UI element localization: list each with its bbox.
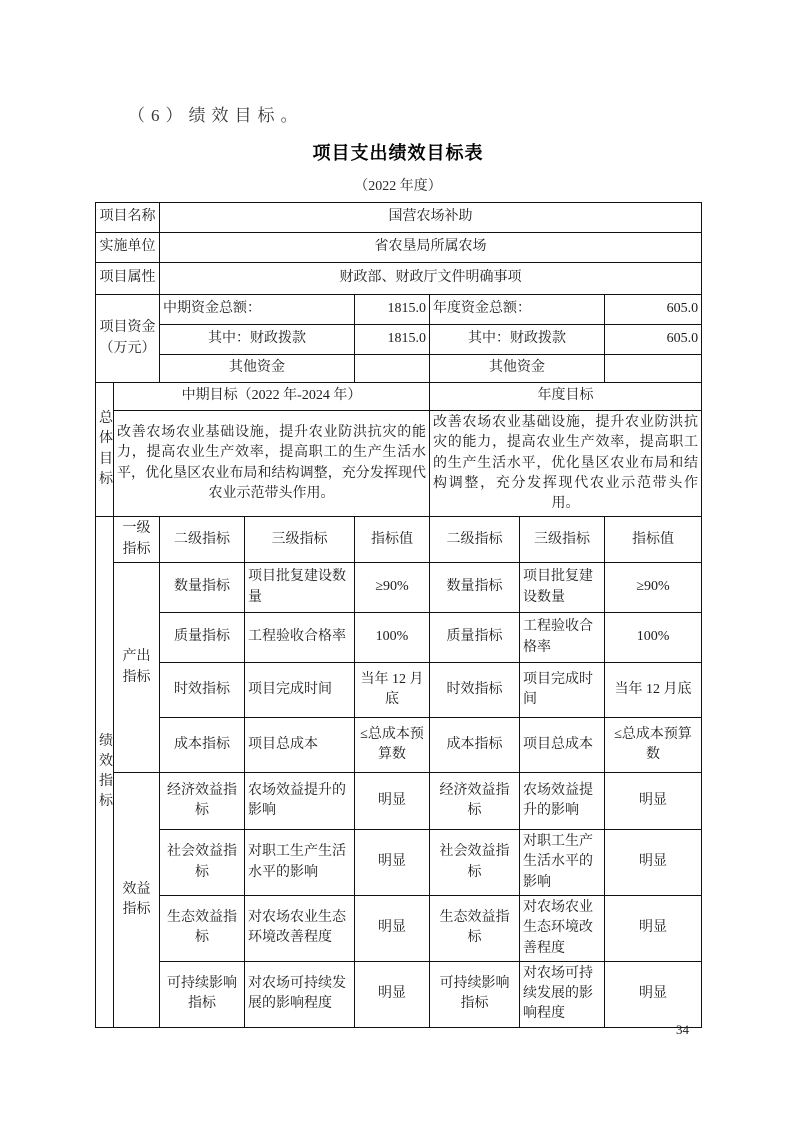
indicator-r2: 可持续影响指标 — [430, 961, 520, 1027]
indicator-r2: 社会效益指标 — [430, 830, 520, 896]
table-row — [96, 263, 702, 295]
mid-fiscal-value: 1815.0 — [355, 325, 430, 355]
indicator-l3: 工程验收合格率 — [245, 613, 355, 663]
page-number: 34 — [676, 1022, 689, 1037]
year-total-value: 605.0 — [605, 295, 702, 325]
indicator-l2: 成本指标 — [160, 718, 245, 773]
implement-unit-value: 省农垦局所属农场 — [160, 233, 702, 263]
mid-fiscal-label: 其中：财政拨款 — [160, 325, 355, 355]
indicator-rvalue: 明显 — [605, 895, 702, 961]
indicator-l2: 时效指标 — [160, 663, 245, 718]
funding-label: 项目资金（万元） — [96, 295, 160, 383]
indicator-r3: 对职工生产生活水平的影响 — [520, 830, 605, 896]
indicator-r2: 成本指标 — [430, 718, 520, 773]
indicator-r2: 数量指标 — [430, 563, 520, 613]
output-group-label: 产出指标 — [114, 563, 160, 773]
indicator-l2: 可持续影响指标 — [160, 961, 245, 1027]
indicator-l3: 对农场农业生态环境改善程度 — [245, 895, 355, 961]
indicator-r3: 工程验收合格率 — [520, 613, 605, 663]
indicator-l3: 项目总成本 — [245, 718, 355, 773]
indicator-value: 100% — [355, 613, 430, 663]
table-row — [96, 411, 702, 517]
indicator-l2: 生态效益指标 — [160, 895, 245, 961]
overall-goal-label: 总体目标 — [96, 383, 114, 517]
indicator-l2: 社会效益指标 — [160, 830, 245, 896]
table-row — [96, 203, 702, 233]
benefit-group-label: 效益指标 — [114, 773, 160, 1028]
mid-other-value — [355, 355, 430, 383]
indicator-value: 明显 — [355, 961, 430, 1027]
indicator-l3: 项目完成时间 — [245, 663, 355, 718]
indicator-rvalue: ≥90% — [605, 563, 702, 613]
indicator-r2: 时效指标 — [430, 663, 520, 718]
indicator-value: 明显 — [355, 895, 430, 961]
level2-header-year: 二级指标 — [430, 517, 520, 563]
project-name-label: 项目名称 — [96, 203, 160, 233]
indicator-r3: 项目批复建设数量 — [520, 563, 605, 613]
mid-total-label: 中期资金总额： — [160, 295, 355, 325]
project-attribute-label: 项目属性 — [96, 263, 160, 295]
indicator-value: 明显 — [355, 773, 430, 830]
project-name-value: 国营农场补助 — [160, 203, 702, 233]
year-other-label: 其他资金 — [430, 355, 605, 383]
mid-goal-text: 改善农场农业基础设施，提升农业防洪抗灾的能力，提高农业生产效率，提高职工的生产生活水平，优化垦区农业布局和结构调整，充分发挥现代农业示范带头作用。 — [114, 411, 430, 517]
indicator-r2: 经济效益指标 — [430, 773, 520, 830]
year-other-value — [605, 355, 702, 383]
table-row — [96, 563, 702, 613]
table-row — [96, 295, 702, 325]
indicator-value: 当年 12 月底 — [355, 663, 430, 718]
year-goal-header: 年度目标 — [430, 383, 702, 411]
indicator-l3: 对农场可持续发展的影响程度 — [245, 961, 355, 1027]
indicator-r3: 项目完成时间 — [520, 663, 605, 718]
table-row — [96, 663, 702, 718]
indicator-rvalue: 明显 — [605, 961, 702, 1027]
indicator-l2: 数量指标 — [160, 563, 245, 613]
table-row — [96, 383, 702, 411]
indicator-l2: 质量指标 — [160, 613, 245, 663]
document-content — [95, 0, 701, 1028]
table-row — [96, 233, 702, 263]
indicator-r3: 农场效益提升的影响 — [520, 773, 605, 830]
indicator-l2: 经济效益指标 — [160, 773, 245, 830]
indicator-rvalue: 明显 — [605, 773, 702, 830]
table-title: 项目支出绩效目标表 — [312, 143, 484, 163]
year-fiscal-value: 605.0 — [605, 325, 702, 355]
indicator-l3: 项目批复建设数量 — [245, 563, 355, 613]
table-subtitle: （2022 年度） — [354, 179, 442, 194]
indicator-value: ≤总成本预算数 — [355, 718, 430, 773]
project-attribute-value: 财政部、财政厅文件明确事项 — [160, 263, 702, 295]
indicators-label: 绩效指标 — [96, 517, 114, 1027]
section-heading: （6）绩效目标。 — [128, 106, 304, 125]
indicator-rvalue: 当年 12 月底 — [605, 663, 702, 718]
table-row — [96, 718, 702, 773]
indicator-r3: 对农场农业生态环境改善程度 — [520, 895, 605, 961]
indicator-r2: 质量指标 — [430, 613, 520, 663]
indicator-rvalue: 100% — [605, 613, 702, 663]
indicator-r3: 项目总成本 — [520, 718, 605, 773]
table-row — [96, 773, 702, 830]
level2-header-mid: 二级指标 — [160, 517, 245, 563]
year-total-label: 年度资金总额： — [430, 295, 605, 325]
table-row — [96, 895, 702, 961]
mid-other-label: 其他资金 — [160, 355, 355, 383]
table-row — [96, 830, 702, 896]
table-row — [96, 613, 702, 663]
year-fiscal-label: 其中：财政拨款 — [430, 325, 605, 355]
table-row — [96, 961, 702, 1027]
performance-target-table — [95, 202, 702, 1028]
mid-total-value: 1815.0 — [355, 295, 430, 325]
value-header-year: 指标值 — [605, 517, 702, 563]
indicator-r2: 生态效益指标 — [430, 895, 520, 961]
indicator-value: 明显 — [355, 830, 430, 896]
level1-header: 一级指标 — [114, 517, 160, 563]
table-row — [96, 355, 702, 383]
implement-unit-label: 实施单位 — [96, 233, 160, 263]
indicator-value: ≥90% — [355, 563, 430, 613]
indicator-l3: 对职工生产生活水平的影响 — [245, 830, 355, 896]
level3-header-year: 三级指标 — [520, 517, 605, 563]
mid-goal-header: 中期目标（2022 年-2024 年） — [114, 383, 430, 411]
indicator-l3: 农场效益提升的影响 — [245, 773, 355, 830]
table-row — [96, 325, 702, 355]
level3-header-mid: 三级指标 — [245, 517, 355, 563]
year-goal-text: 改善农场农业基础设施，提升农业防洪抗灾的能力，提高农业生产效率，提高职工的生产生活水平，优化垦区农业布局和结构调整，充分发挥现代农业示范带头作用。 — [430, 411, 702, 517]
value-header-mid: 指标值 — [355, 517, 430, 563]
table-row — [96, 517, 702, 563]
indicator-rvalue: 明显 — [605, 830, 702, 896]
indicator-rvalue: ≤总成本预算数 — [605, 718, 702, 773]
indicator-r3: 对农场可持续发展的影响程度 — [520, 961, 605, 1027]
